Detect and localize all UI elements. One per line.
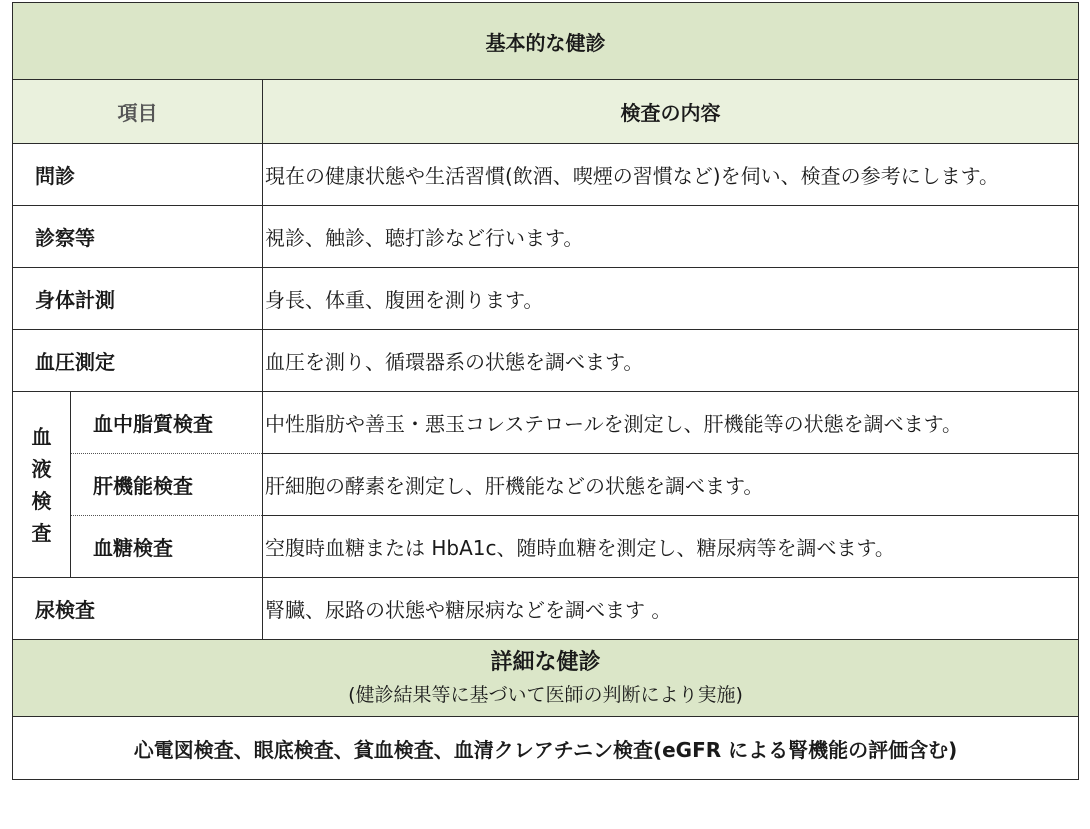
row-label-urine: 尿検査 xyxy=(13,578,263,640)
table-row xyxy=(13,516,1079,578)
row-content-body-measurement: 身長、体重、腹囲を測ります。 xyxy=(263,268,1079,330)
column-header-item: 項目 xyxy=(13,80,263,144)
column-header-content: 検査の内容 xyxy=(263,80,1079,144)
row-content-interview: 現在の健康状態や生活習慣(飲酒、喫煙の習慣など)を伺い、検査の参考にします。 xyxy=(263,144,1079,206)
table-row xyxy=(13,206,1079,268)
row-content-glucose: 空腹時血糖または HbA1c、随時血糖を測定し、糖尿病等を調べます。 xyxy=(263,516,1079,578)
table-row xyxy=(13,268,1079,330)
health-checkup-table xyxy=(12,2,1079,780)
blood-test-char: 液 xyxy=(31,456,52,481)
detail-header xyxy=(13,640,1079,717)
table-row xyxy=(13,578,1079,640)
blood-test-group-label xyxy=(13,392,71,578)
table-title: 基本的な健診 xyxy=(13,3,1079,80)
table-row xyxy=(13,454,1079,516)
detail-content: 心電図検査、眼底検査、貧血検査、血清クレアチニン検査(eGFR による腎機能の評価含む) xyxy=(13,717,1079,780)
row-content-lipid: 中性脂肪や善玉・悪玉コレステロールを測定し、肝機能等の状態を調べます。 xyxy=(263,392,1079,454)
table-row xyxy=(13,392,1079,454)
row-content-examination: 視診、触診、聴打診など行います。 xyxy=(263,206,1079,268)
row-content-urine: 腎臓、尿路の状態や糖尿病などを調べます 。 xyxy=(263,578,1079,640)
row-label-lipid: 血中脂質検査 xyxy=(71,392,263,454)
row-label-glucose: 血糖検査 xyxy=(71,516,263,578)
blood-test-char: 査 xyxy=(31,520,52,545)
row-content-blood-pressure: 血圧を測り、循環器系の状態を調べます。 xyxy=(263,330,1079,392)
row-label-examination: 診察等 xyxy=(13,206,263,268)
blood-test-char: 血 xyxy=(31,424,52,449)
row-label-interview: 問診 xyxy=(13,144,263,206)
row-label-blood-pressure: 血圧測定 xyxy=(13,330,263,392)
detail-title: 詳細な健診 xyxy=(490,650,601,675)
row-content-liver: 肝細胞の酵素を測定し、肝機能などの状態を調べます。 xyxy=(263,454,1079,516)
detail-subtitle: (健診結果等に基づいて医師の判断により実施) xyxy=(348,684,743,706)
table-row xyxy=(13,144,1079,206)
row-label-liver: 肝機能検査 xyxy=(71,454,263,516)
table-row xyxy=(13,330,1079,392)
row-label-body-measurement: 身体計測 xyxy=(13,268,263,330)
blood-test-char: 検 xyxy=(31,488,52,513)
